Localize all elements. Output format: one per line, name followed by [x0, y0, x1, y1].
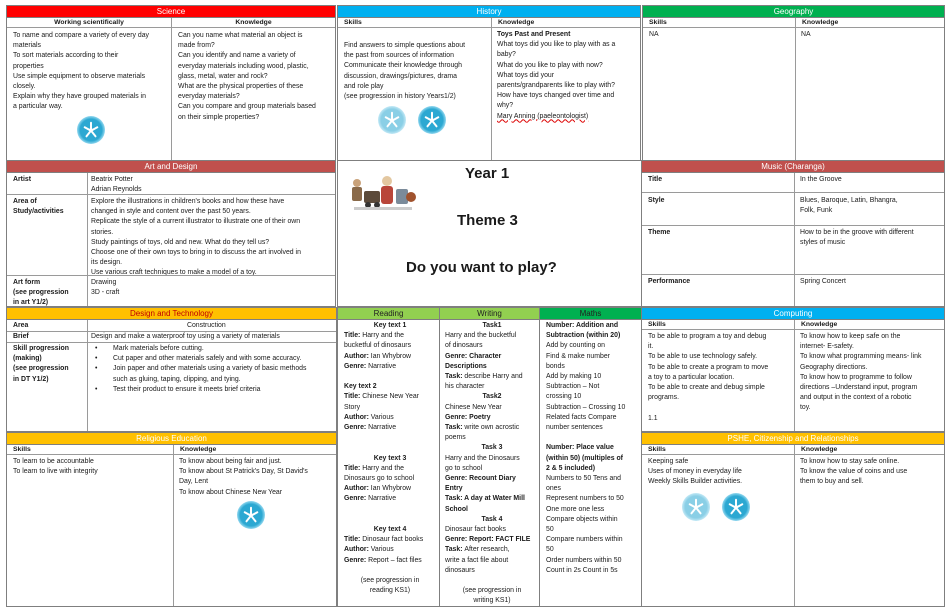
geography-col-knowledge: Knowledge	[795, 18, 838, 27]
writing-header: Writing	[440, 308, 539, 320]
pshe-subheader	[642, 445, 944, 455]
history-col-knowledge: Knowledge	[491, 18, 534, 27]
science-ws-text: To name and compare a variety of every day materials To sort materials according to their properties Use simple equipment to observe materials closely. Explain why they have grouped materials in a particular way.	[13, 32, 149, 111]
art-area-text: Explore the illustrations in children's books and how these have changed in style and content over the past 50 years. Replicate the style of a current illustrator to illustrate one of their own stories. Study paintings of toys, old and new. What do they tell us? Choose one of their own toys to bring in to discuss the art involved in its design. Use various craft techniques to make a model of a toy.	[91, 198, 301, 277]
history-panel	[337, 5, 641, 161]
writing-panel	[439, 307, 540, 607]
science-col-knowledge: Knowledge	[171, 18, 335, 27]
history-divider	[491, 18, 492, 160]
geography-col-skills: Skills	[649, 19, 667, 26]
dt-area-text: Construction	[187, 322, 226, 329]
re-skills-text: To learn to be accountable To learn to live with integrity	[13, 458, 98, 476]
music-row-divider	[642, 274, 944, 275]
music-title-text: In the Groove	[800, 176, 842, 183]
maths-panel	[539, 307, 642, 607]
list-item: • Join paper and other materials using a variety of basic methods	[91, 364, 336, 374]
dt-panel	[6, 307, 337, 432]
geography-skills-text: NA	[649, 31, 659, 38]
computing-skills-text: To be able to program a toy and debug it. To be able to use technology safely. To be able to create a program to move a toy to a particular location. To be able to create and debug simple programs. 1.1	[648, 333, 769, 422]
music-theme-text: How to be in the groove with different styles of music	[800, 229, 914, 247]
geography-divider	[795, 18, 796, 160]
art-row-divider	[7, 275, 335, 276]
science-knowledge-text: Can you name what material an object is made from? Can you identify and name a variety of everyday materials including wood, plastic, glass, metal, water and rock? What are the physical properties of these everyday materials? Can you compare and group materials based on their simple properties?	[178, 32, 316, 121]
theme-title: Theme 3	[457, 212, 518, 229]
teamwork-icon	[77, 116, 105, 144]
writing-tasks: Task1 Harry and the bucketful of dinosaurs Genre: Character Descriptions Task: describe Harry and his character Task2 Chinese New Year Genre: Poetry Task: write own acrostic poems Task 3 Harry and the Dinosaurs go to school Genre: Recount Diary Entry Task: A day at Water Mill School Task 4 Dinosaur fact books Genre: Report: FACT FILE Task: After research, write a fact file about dinosaurs (see progression in writing KS1)	[445, 322, 531, 605]
re-header: Religious Education	[7, 433, 336, 445]
art-label-area: Area of Study/activities	[13, 198, 64, 216]
art-artist-text: Beatrix Potter Adrian Reynolds	[91, 176, 142, 194]
pshe-col-knowledge: Knowledge	[794, 445, 837, 454]
teamwork-icon	[722, 493, 750, 521]
computing-col-knowledge: Knowledge	[794, 320, 837, 329]
theme-question: Do you want to play?	[406, 259, 557, 276]
list-item: • Test their product to ensure it meets brief criteria	[91, 385, 336, 395]
art-label-artist: Artist	[13, 176, 31, 183]
toys-photo	[350, 169, 418, 215]
history-header: History	[338, 6, 640, 18]
music-label-theme: Theme	[648, 229, 671, 236]
maths-content: Number: Addition and Subtraction (within 20) Add by counting on Find & make number bonds Add by making 10 Subtraction – Not crossing 10 Subtraction – Crossing 10 Related facts Compare number sentences Number: Place value (within 50) (multiples of 2 & 5 included) Numbers to 50 Tens and ones Represent numbers to 50 One more one less Compare objects within 50 Compare numbers within 50 Order numbers within 50 Count in 2s Count in 5s	[546, 322, 626, 574]
re-panel	[6, 432, 337, 607]
computing-header: Computing	[642, 308, 944, 320]
computing-knowledge-text: To know how to keep safe on the internet- E-safety. To know what programming means- link Geography directions. To know how to programme to follow directions –Understand input, program and output in the context of a robotic toy.	[800, 333, 922, 412]
music-panel	[641, 160, 945, 307]
art-label-form: Art form (see progression in art Y1/2)	[13, 279, 69, 307]
pshe-header: PSHE, Citizenship and Relationships	[642, 433, 944, 445]
re-divider	[173, 445, 174, 606]
reading-texts: Key text 1 Title: Harry and the bucketful of dinosaurs Author: Ian Whybrow Genre: Narrative Key text 2 Title: Chinese New Year Story Author: Various Genre: Narrative Key text 3 Title: Harry and the Dinosaurs go to school Author: Ian Whybrow Genre: Narrative Key text 4 Title: Dinosaur fact books Author: Various Genre: Report – fact files (see progression in reading KS1)	[344, 322, 424, 595]
maths-header: Maths	[540, 308, 641, 320]
re-col-knowledge: Knowledge	[173, 445, 216, 454]
music-label-title: Title	[648, 176, 663, 183]
art-divider	[87, 173, 88, 306]
pshe-panel	[641, 432, 945, 607]
science-col-ws: Working scientifically	[54, 19, 124, 26]
teamwork-icon	[237, 501, 265, 529]
geography-panel	[642, 5, 945, 161]
dt-label-skills: Skill progression (making) (see progression in DT Y1/2)	[13, 345, 69, 383]
art-header: Art and Design	[7, 161, 335, 173]
art-row-divider	[7, 194, 335, 195]
list-item: • Cut paper and other materials safely and with some accuracy.	[91, 354, 336, 364]
dt-divider	[87, 320, 88, 431]
dt-brief-text: Design and make a waterproof toy using a variety of materials	[91, 333, 280, 340]
dt-header: Design and Technology	[7, 308, 336, 320]
computing-panel	[641, 307, 945, 432]
computing-divider	[794, 320, 795, 431]
re-subheader	[7, 445, 336, 455]
pshe-skills-text: Keeping safe Uses of money in everyday life Weekly Skills Builder activities.	[648, 458, 743, 486]
science-panel	[6, 5, 336, 161]
music-label-style: Style	[648, 197, 665, 204]
teamwork-icon	[682, 493, 710, 521]
science-header: Science	[7, 6, 335, 18]
music-style-text: Blues, Baroque, Latin, Bhangra, Folk, Funk	[800, 197, 898, 215]
list-item: • Mark materials before cutting.	[91, 344, 336, 354]
dt-row-divider	[7, 342, 336, 343]
art-form-text: Drawing 3D - craft	[91, 279, 120, 297]
dt-label-area: Area	[13, 322, 29, 329]
pshe-divider	[794, 445, 795, 606]
teamwork-icon	[378, 106, 406, 134]
pshe-col-skills: Skills	[648, 446, 666, 453]
re-knowledge-text: To know about being fair and just. To know about St Patrick's Day, St David's Day, Lent To know about Chinese New Year	[179, 458, 308, 496]
history-knowledge-text: Toys Past and Present What toys did you like to play with as a baby? What do you like to play with now? What toys did your parents/grandparents like to play with? How have toys changed over time and why? Mary Anning (paeleontologist)	[497, 31, 616, 120]
geography-subheader	[643, 18, 944, 28]
history-subheader	[338, 18, 640, 28]
teamwork-icon	[418, 106, 446, 134]
year-title: Year 1	[465, 165, 510, 182]
music-row-divider	[642, 192, 944, 193]
geography-knowledge-text: NA	[801, 31, 811, 38]
music-label-performance: Performance	[648, 278, 691, 285]
history-col-skills: Skills	[344, 19, 362, 26]
centre-panel	[337, 160, 642, 307]
science-divider	[171, 18, 172, 160]
computing-subheader	[642, 320, 944, 330]
pshe-knowledge-text: To know how to stay safe online. To know the value of coins and use them to buy and sell.	[800, 458, 908, 486]
dt-skills-list: • Mark materials before cutting. • Cut paper and other materials safely and with some accuracy. • Join paper and other materials using a variety of basic methods such as gluing, taping, clipping, and tying. • Test their product to ensure it meets brief criteria	[91, 344, 336, 395]
reading-header: Reading	[338, 308, 439, 320]
computing-col-skills: Skills	[648, 321, 666, 328]
history-skills-text: Find answers to simple questions about the past from sources of information Communicate their knowledge through discussion, drawings/pictures, drama and role play (see progression in history Years1/2)	[344, 42, 466, 101]
music-header: Music (Charanga)	[642, 161, 944, 173]
music-performance-text: Spring Concert	[800, 278, 846, 285]
art-panel	[6, 160, 336, 307]
dt-label-brief: Brief	[13, 333, 29, 340]
music-row-divider	[642, 225, 944, 226]
reading-panel	[337, 307, 440, 607]
geography-header: Geography	[643, 6, 944, 18]
re-col-skills: Skills	[13, 446, 31, 453]
